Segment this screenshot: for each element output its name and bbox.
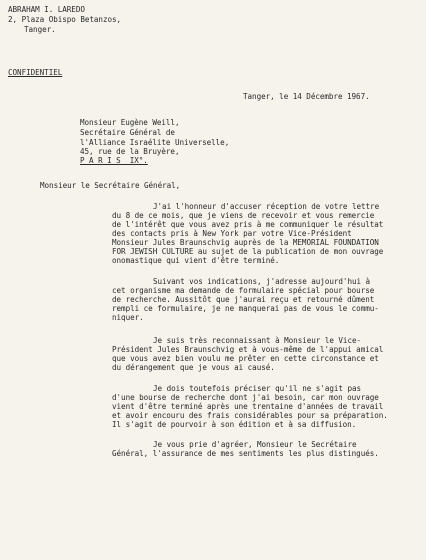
body-line: vient d'être terminé après une trentaine d'années de travail [112,402,384,411]
sender-name: ABRAHAM I. LAREDO [8,5,85,14]
body-line: onomastique qui vient d'être terminé. [112,256,280,265]
body-line: FOR JEWISH CULTURE au sujet de la publication de mon ouvrage [112,247,384,256]
body-line: Je suis très reconnaissant à Monsieur le Vice- [153,336,362,345]
body-line: et avoir encouru des frais considérables pour sa préparation. [112,411,388,420]
body-line: Monsieur Jules Braunschvig auprès de la MEMORIAL FOUNDATION [112,238,379,247]
recipient-line-4: 45, rue de la Bruyère, [80,147,180,156]
confidential-mark: CONFIDENTIEL [8,68,63,77]
body-line: Je dois toutefois préciser qu'il ne s'agit pas [153,384,362,393]
body-line: niquer. [112,313,144,322]
salutation: Monsieur le Secrétaire Général, [40,181,181,190]
recipient-line-3: l'Alliance Israélite Universelle, [80,138,230,147]
body-line: de l'intérêt que vous avez pris à me communiquer le résultat [112,220,384,229]
body-line: Il s'agit de pourvoir à son édition et à sa diffusion. [112,420,357,429]
closing-line: Je vous prie d'agréer, Monsieur le Secrétaire [153,440,357,449]
body-line: Président Jules Braunschvig et à vous-même de l'appui amical [112,345,384,354]
body-line: que vous avez bien voulu me prêter en cette circonstance et [112,354,379,363]
body-line: du 8 de ce mois, que je viens de recevoir et vous remercie [112,211,375,220]
place-date: Tanger, le 14 Décembre 1967. [243,92,370,101]
recipient-line-2: Secrétaire Général de [80,128,175,137]
recipient-line-5: P A R I S IX°. [80,156,148,165]
body-line: Suivant vos indications, j'adresse aujourd'hui à [153,277,371,286]
body-line: du dérangement que je vous ai causé. [112,363,275,372]
body-line: d'une bourse de recherche dont j'ai besoin, car mon ouvrage [112,393,379,402]
body-line: J'ai l'honneur d'accuser réception de votre lettre [153,202,380,211]
sender-city: Tanger. [24,25,56,34]
recipient-line-1: Monsieur Eugène Weill, [80,118,180,127]
body-line: cet organisme ma demande de formulaire spécial pour bourse [112,286,375,295]
body-line: rempli ce formulaire, je ne manquerai pas de vous le commu- [112,304,379,313]
body-line: de recherche. Aussitôt que j'aurai reçu et retourné dûment [112,295,375,304]
closing-line: Général, l'assurance de mes sentiments les plus distingués. [112,449,379,458]
body-line: des contacts pris à New York par votre Vice-Président [112,229,352,238]
sender-street: 2, Plaza Obispo Betanzos, [8,15,122,24]
